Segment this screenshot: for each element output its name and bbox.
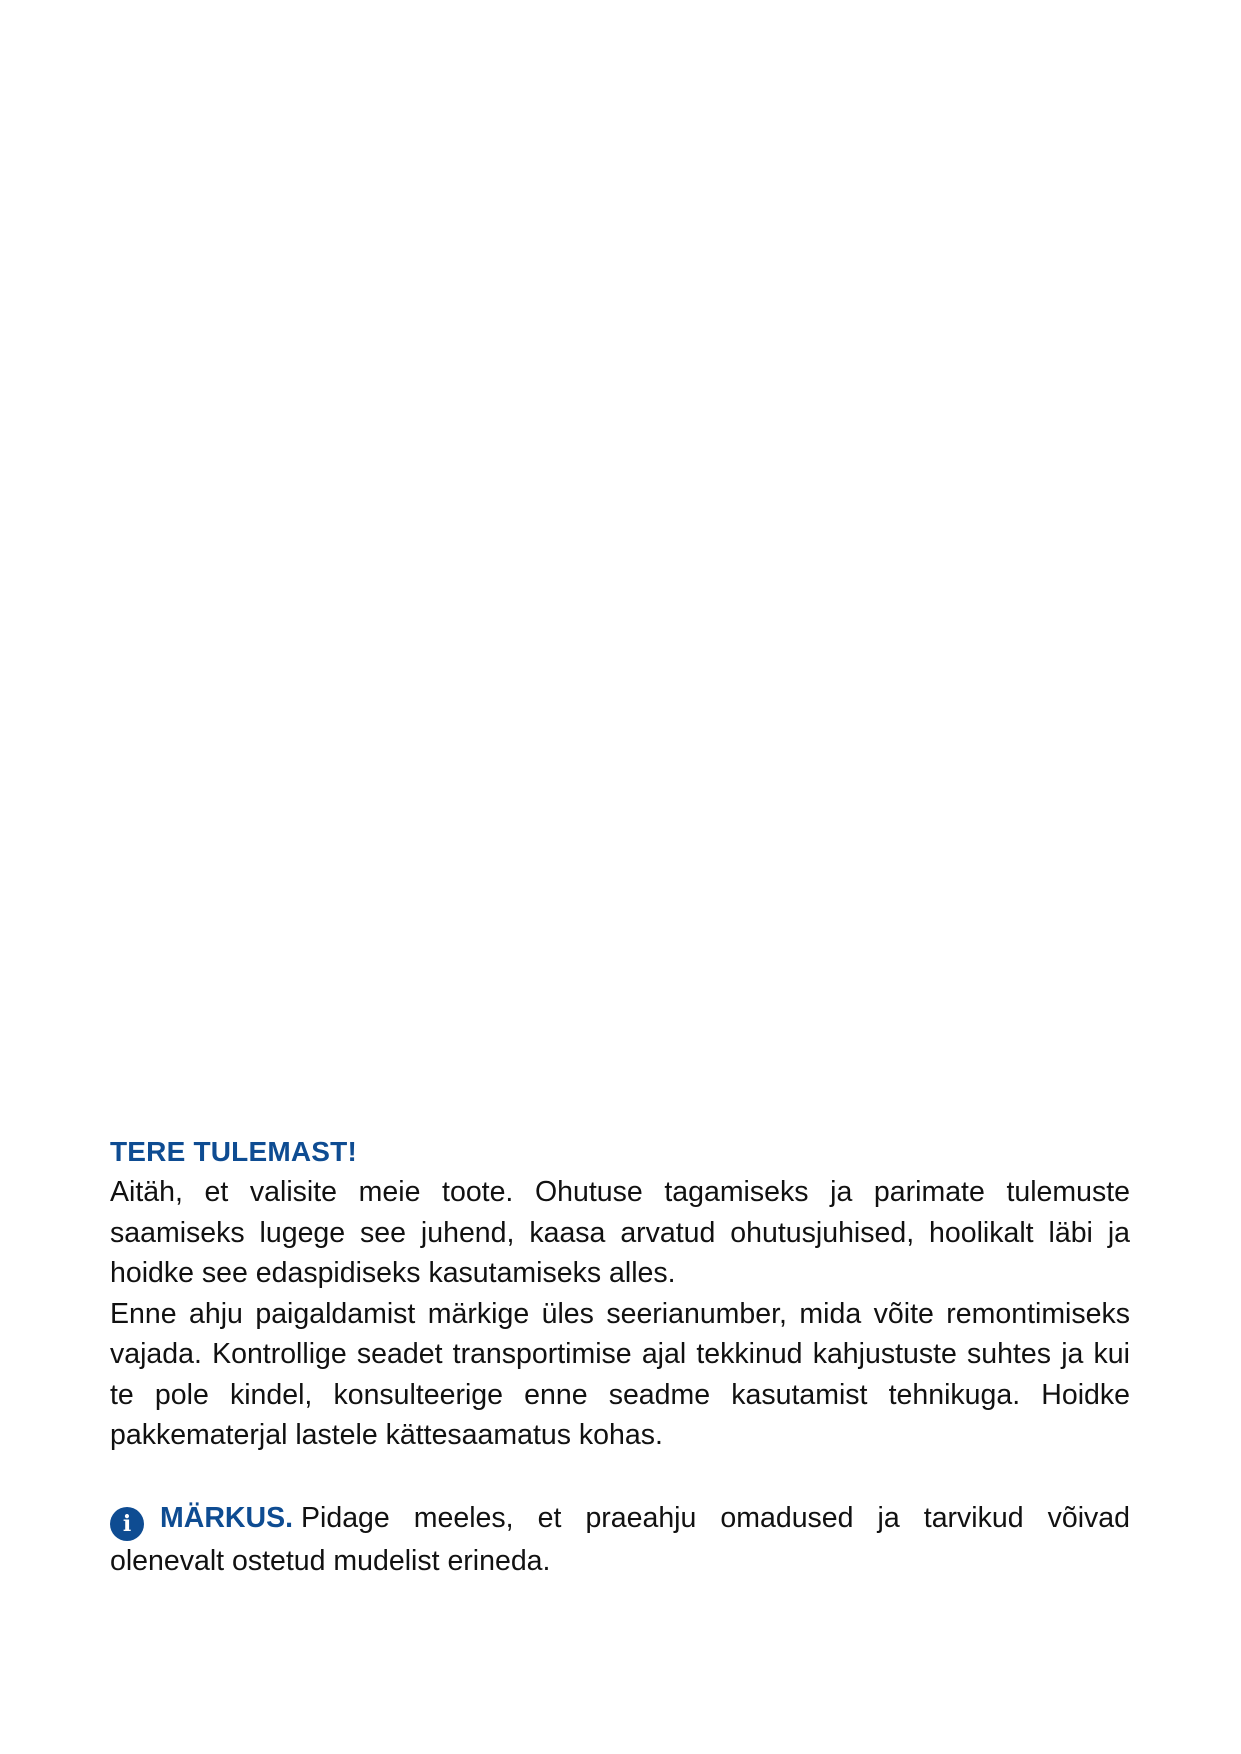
section-spacer (110, 1456, 1130, 1498)
welcome-paragraph-installation: Enne ahju paigaldamist märkige üles seerianumber, mida võite remontimiseks vajada. Kontrollige seadet transportimise ajal tekkinud kahjustuste suhtes ja kui te pole kindel, konsulteerige enne seadme kasutamist tehnikuga. Hoidke pakkematerjal lastele kättesaamatus kohas. (110, 1297, 1130, 1451)
welcome-heading: TERE TULEMAST! (110, 1136, 358, 1167)
welcome-paragraph-thanks: Aitäh, et valisite meie toote. Ohutuse tagamiseks ja parimate tulemuste saamiseks lugege see juhend, kaasa arvatud ohutusjuhised, hoolikalt läbi ja hoidke see edaspidiseks kasutamiseks alles. (110, 1176, 1130, 1289)
note-label: MÄRKUS. (160, 1501, 293, 1534)
manual-page-content (110, 1132, 1130, 1581)
note-block (110, 1498, 1130, 1582)
note-text: Pidage meeles, et praeahju omadused ja tarvikud võivad olenevalt ostetud mudelist erineda. (110, 1501, 1130, 1577)
info-icon: i (110, 1507, 144, 1541)
